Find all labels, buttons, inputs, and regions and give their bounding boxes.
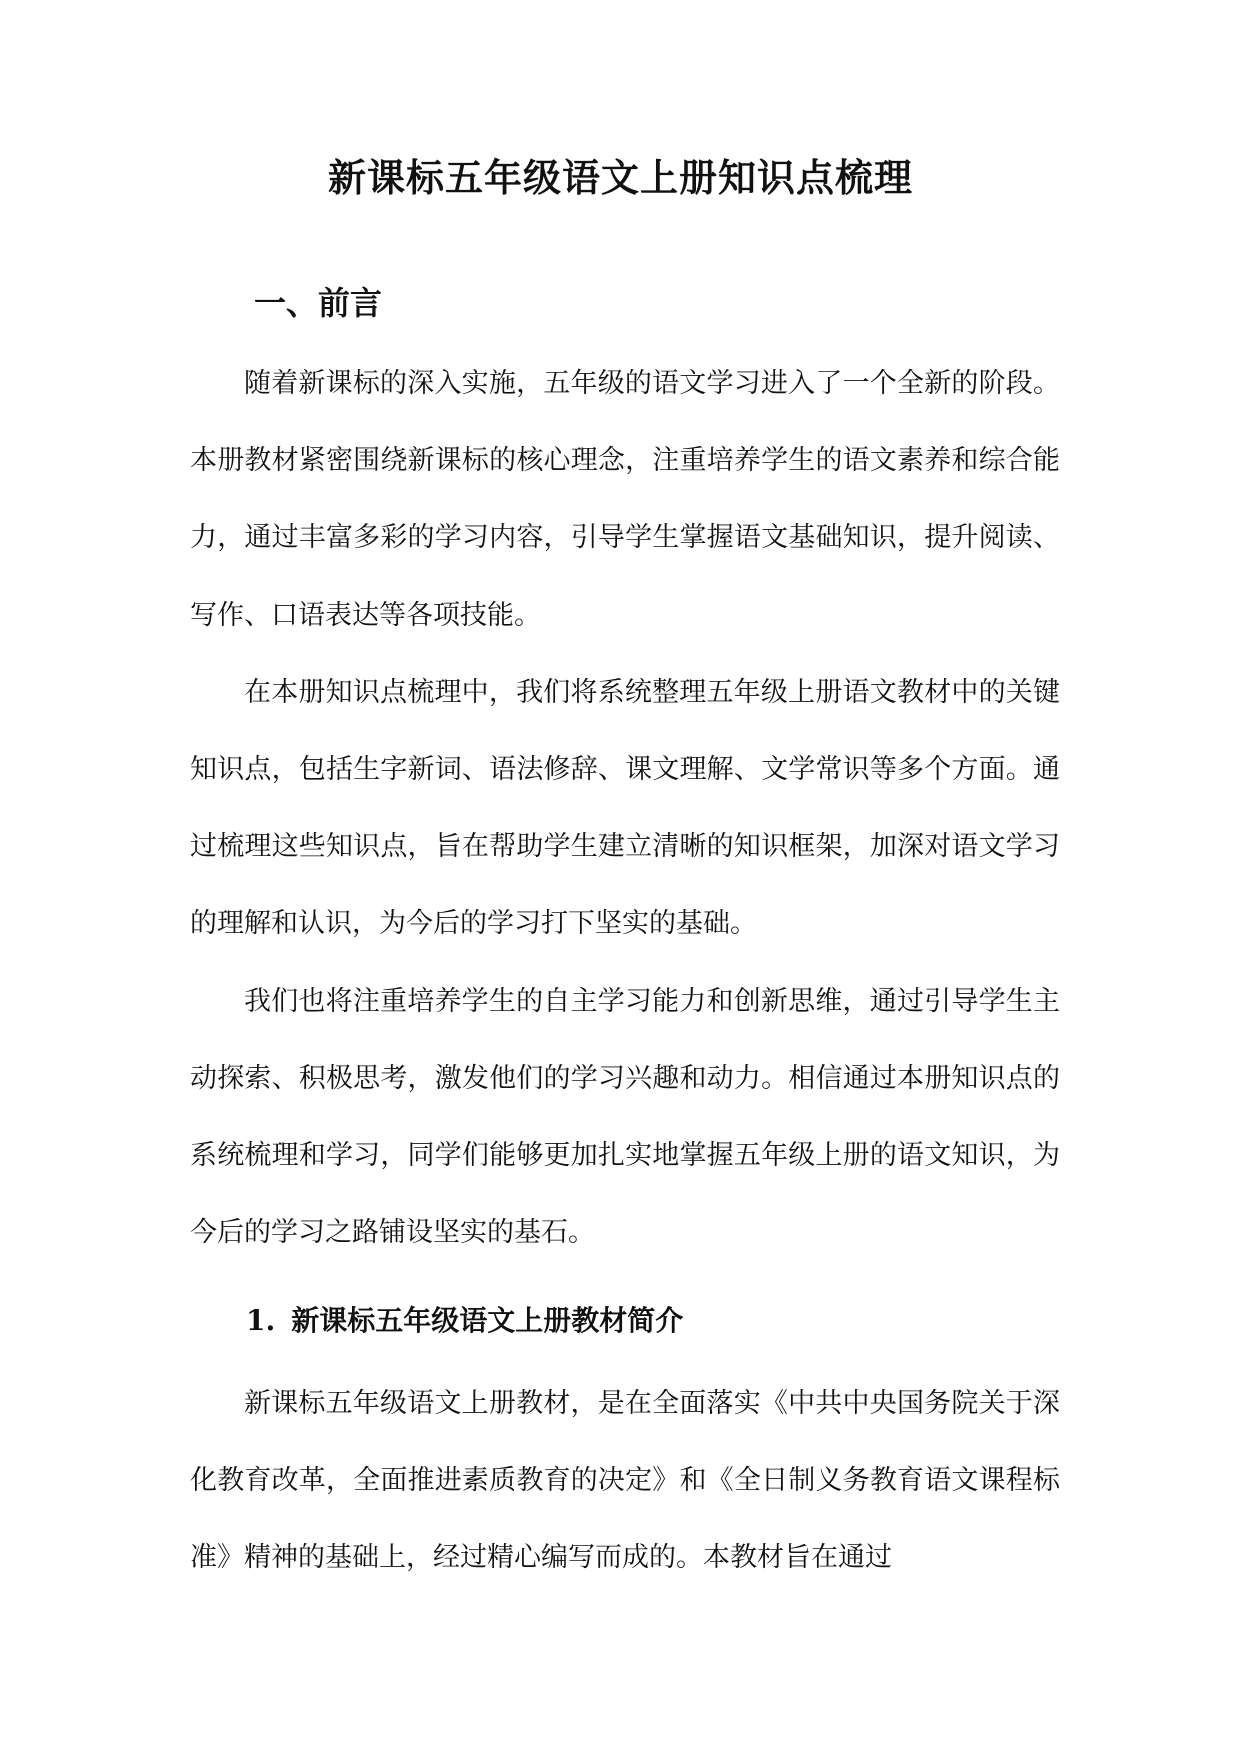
paragraph: 新课标五年级语文上册教材，是在全面落实《中共中央国务院关于深化教育改革，全面推进素质教育的决定》和《全日制义务教育语文课程标准》精神的基础上，经过精心编写而成的。本教材旨在通过 — [190, 1388, 1060, 1574]
section-heading-preface: 一、前言 — [254, 284, 383, 322]
subsection-title: 新课标五年级语文上册教材简介 — [291, 1304, 684, 1337]
preface-body — [190, 345, 1060, 1271]
subsection-heading — [246, 1296, 683, 1346]
paragraph: 随着新课标的深入实施，五年级的语文学习进入了一个全新的阶段。本册教材紧密围绕新课标的核心理念，注重培养学生的语文素养和综合能力，通过丰富多彩的学习内容，引导学生掌握语文基础知识，提升阅读、写作、口语表达等各项技能。 — [190, 368, 1060, 631]
subsection-number: 1. — [246, 1304, 276, 1337]
paragraph: 在本册知识点梳理中，我们将系统整理五年级上册语文教材中的关键知识点，包括生字新词、语法修辞、课文理解、文学常识等多个方面。通过梳理这些知识点，旨在帮助学生建立清晰的知识框架，加深对语文学习的理解和认识，为今后的学习打下坚实的基础。 — [190, 676, 1060, 940]
document-title: 新课标五年级语文上册知识点梳理 — [327, 155, 913, 200]
paragraph: 我们也将注重培养学生的自主学习能力和创新思维，通过引导学生主动探索、积极思考，激发他们的学习兴趣和动力。相信通过本册知识点的系统梳理和学习，同学们能够更加扎实地掌握五年级上册的语文知识，为今后的学习之路铺设坚实的基石。 — [190, 985, 1060, 1249]
intro-body — [190, 1365, 1060, 1597]
